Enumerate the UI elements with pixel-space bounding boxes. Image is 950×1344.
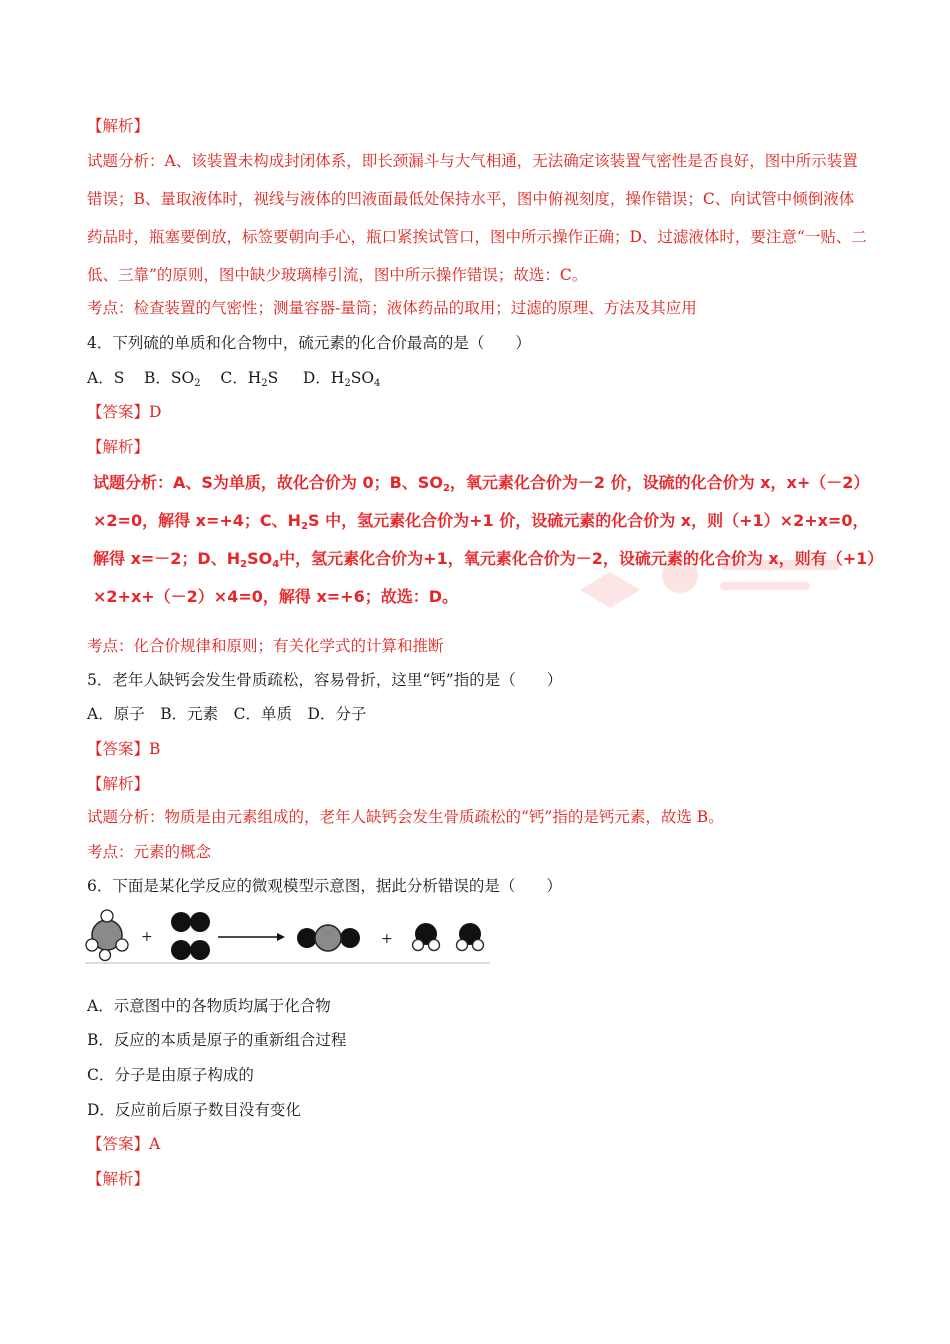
molecule-carbon-dioxide xyxy=(297,925,360,951)
q4-option-b: B．$SO_2$ xyxy=(144,369,201,389)
q4-analysis-label: 【解析】 xyxy=(87,438,150,456)
q4-kaodian: 考点：化合价规律和原则；有关化学式的计算和推断 xyxy=(87,637,444,655)
plus-sign-2: + xyxy=(381,931,393,947)
q4-option-a: A．S xyxy=(87,369,125,387)
q5-analysis-label: 【解析】 xyxy=(87,775,150,793)
q4-option-d: D．$H_2SO_4$ xyxy=(302,369,381,389)
reaction-arrow xyxy=(218,933,285,941)
q3-kaodian: 考点：检查装置的气密性；测量容器-量筒；液体药品的取用；过滤的原理、方法及其应用 xyxy=(87,299,697,317)
q3-analysis-label: 【解析】 xyxy=(87,117,150,135)
q4-question: 4．下列硫的单质和化合物中，硫元素的化合价最高的是（ ） xyxy=(87,334,531,352)
q4-analysis-text: 试题分析：A、S为单质，故化合价为 0；B、$SO_2$，氧元素化合价为－2 价，设硫的化合价为 x，x+（－2）×2=0，解得 x=+4；C、$H_2S$ 中，氢元素化合价为+1 价，设硫元素的化合价为 x，则（+1）×2+x=0，解得 x=－2；D、$H_2SO_4$中，氢元素化合价为+1，氧元素化合价为－2，设硫元素的化合价为 x，则有（+1）×2+x+（－2）×4=0，解得 x=+6；故选：D。 xyxy=(93,473,876,606)
q5-question: 5．老年人缺钙会发生骨质疏松，容易骨折，这里“钙”指的是（ ） xyxy=(87,671,563,689)
q5-options: A．原子 B．元素 C．单质 D．分子 xyxy=(87,705,367,723)
q6-answer: 【答案】A xyxy=(87,1135,161,1153)
plus-sign-1: + xyxy=(141,929,153,945)
reaction-diagram xyxy=(85,905,490,965)
q5-kaodian: 考点：元素的概念 xyxy=(87,843,212,861)
q4-option-c: C．$H_2S$ xyxy=(220,369,279,389)
molecule-water-2 xyxy=(457,923,484,951)
q4-answer: 【答案】D xyxy=(87,403,162,421)
q6-option-a: A．示意图中的各物质均属于化合物 xyxy=(87,997,331,1015)
q6-analysis-label: 【解析】 xyxy=(87,1170,150,1188)
q5-answer: 【答案】B xyxy=(87,740,161,758)
q3-analysis-text: 试题分析：A、该装置未构成封闭体系，即长颈漏斗与大气相通，无法确定该装置气密性是否良好，图中所示装置错误；B、量取液体时，视线与液体的凹液面最低处保持水平，图中俯视刻度，操作错误；C、向试管中倾倒液体药品时，瓶塞要倒放，标签要朝向手心，瓶口紧挨试管口，图中所示操作正确；D、过滤液体时，要注意“一贴、二低、三靠”的原则，图中缺少玻璃棒引流，图中所示操作错误；故选：C。 xyxy=(87,152,867,284)
q4-options xyxy=(87,368,380,388)
molecule-methane xyxy=(86,910,128,961)
q5-analysis-text: 试题分析：物质是由元素组成的，老年人缺钙会发生骨质疏松的“钙”指的是钙元素，故选 B。 xyxy=(87,808,724,826)
q6-question: 6．下面是某化学反应的微观模型示意图，据此分析错误的是（ ） xyxy=(87,877,562,895)
molecule-water-1 xyxy=(413,923,440,951)
molecule-oxygen-pair xyxy=(171,912,210,960)
q6-option-b: B．反应的本质是原子的重新组合过程 xyxy=(87,1031,347,1049)
q6-option-c: C．分子是由原子构成的 xyxy=(87,1066,254,1084)
q6-option-d: D．反应前后原子数目没有变化 xyxy=(87,1101,301,1119)
